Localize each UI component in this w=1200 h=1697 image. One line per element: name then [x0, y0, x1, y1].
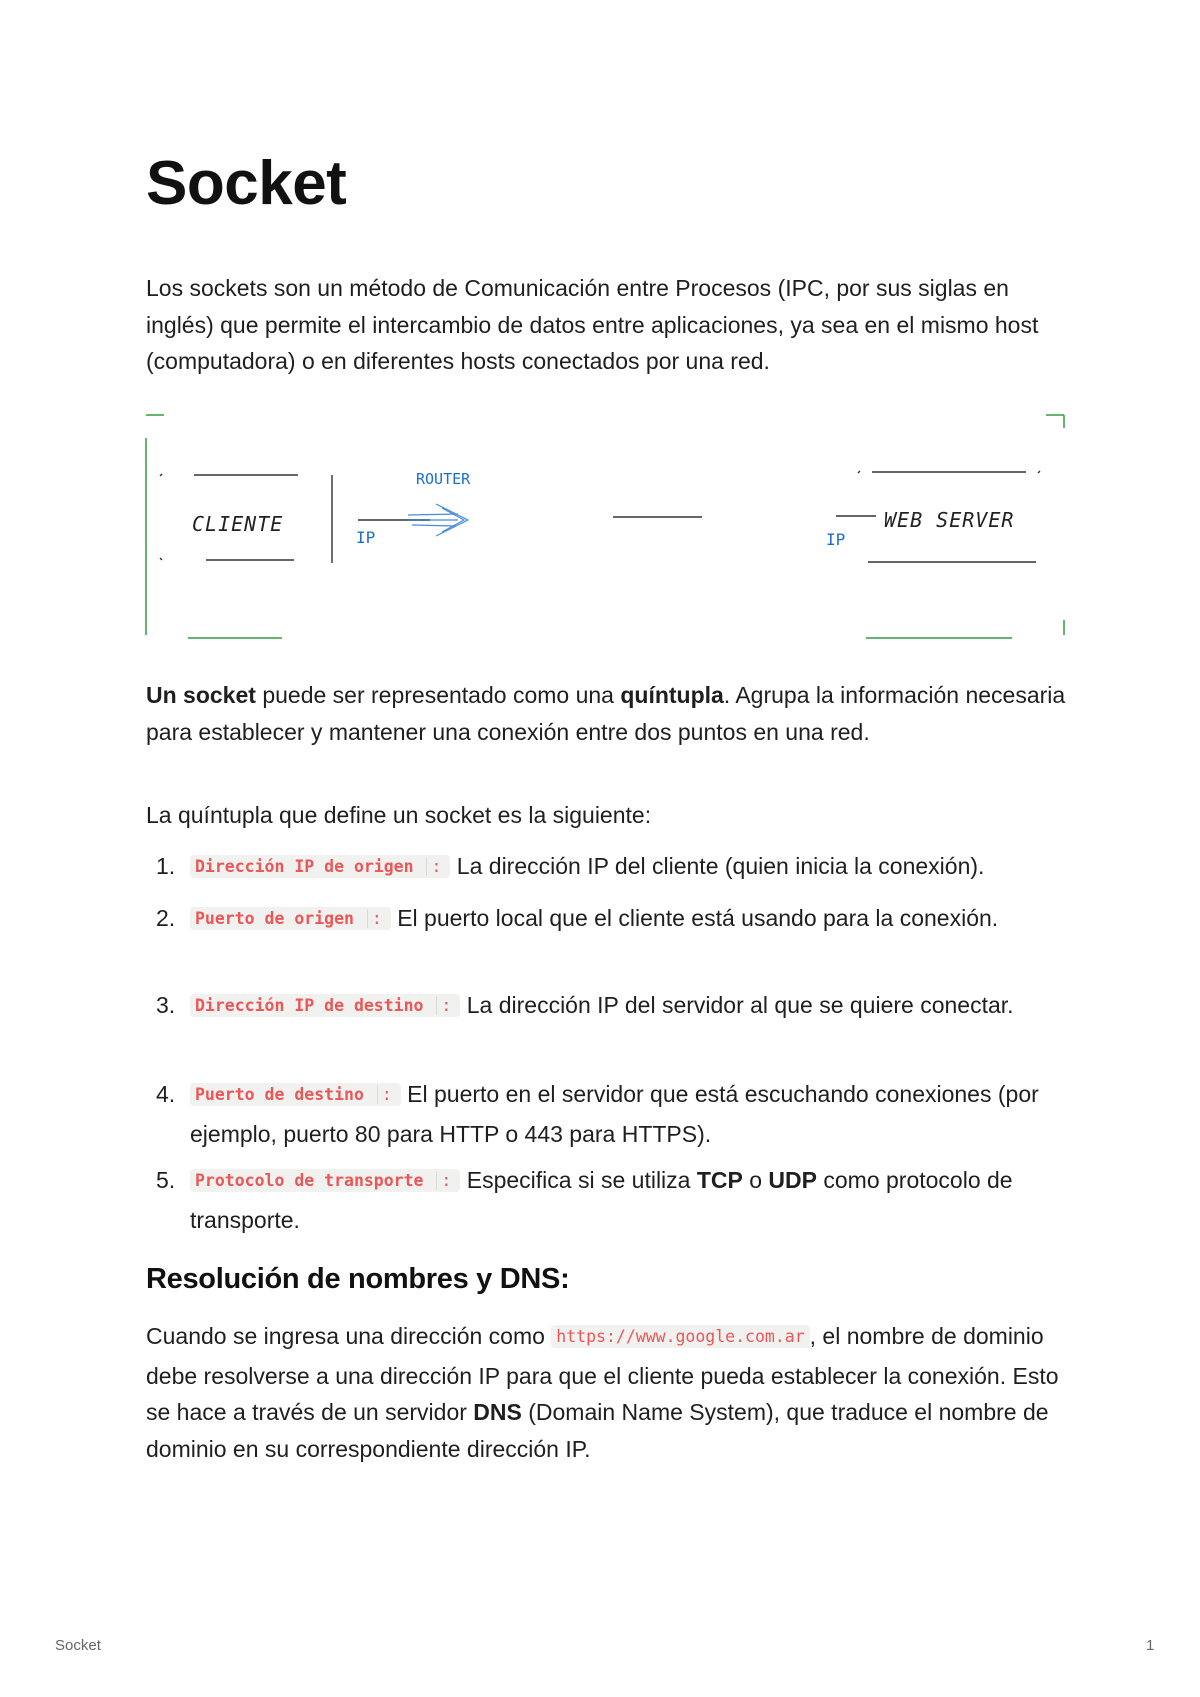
inline-code: [190, 907, 391, 930]
code-text: Dirección IP de destino: [195, 996, 424, 1015]
tcp-bold: TCP: [696, 1167, 743, 1193]
item-description: o: [742, 1167, 769, 1193]
inline-code: [190, 994, 460, 1017]
router-label: ROUTER: [416, 470, 471, 488]
dns-heading: Resolución de nombres y DNS:: [146, 1263, 570, 1295]
item-description: Especifica si se utiliza: [460, 1167, 697, 1193]
list-item-text: [190, 900, 1066, 940]
page-number: 1: [1146, 1637, 1155, 1654]
list-number: 5.: [156, 1167, 176, 1193]
socket-text-2: . Agrupa la información necesaria para establecer y mantener una conexión entre dos puntos en una red.: [146, 682, 1066, 745]
code-sep: :: [436, 1171, 455, 1190]
item-description: El puerto local que el cliente está usando para la conexión.: [390, 905, 999, 931]
footer-title: Socket: [55, 1637, 101, 1654]
ip-left-label: IP: [356, 528, 376, 547]
code-text: Dirección IP de origen: [195, 857, 414, 876]
code-text: Puerto de destino: [195, 1085, 364, 1104]
item-description: La dirección IP del cliente (quien inicia la conexión).: [450, 853, 985, 879]
item-description: como protocolo de transporte.: [190, 1167, 1013, 1233]
dns-text-b: , el nombre de dominio debe resolverse a una dirección IP para que el cliente pueda establecer la conexión. Esto se hace a través de un servidor: [146, 1323, 1059, 1425]
network-diagram: [146, 410, 1066, 640]
server-label: WEB SERVER: [884, 508, 1015, 532]
list-item-text: [190, 848, 1066, 888]
item-description: El puerto en el servidor que está escuchando conexiones (por ejemplo, puerto 80 para HTTP o 443 para HTTPS).: [190, 1081, 1039, 1147]
client-label: CLIENTE: [192, 512, 284, 536]
list-item-text: [190, 987, 1066, 1027]
code-sep: :: [436, 996, 455, 1015]
inline-code: [190, 855, 450, 878]
socket-text-1: puede ser representado como una: [255, 682, 621, 708]
router-arrow: [408, 504, 468, 536]
inline-code: [190, 1169, 460, 1192]
code-text: Puerto de origen: [195, 909, 354, 928]
intro-paragraph: Los sockets son un método de Comunicación entre Procesos (IPC, por sus siglas en inglés) que permite el intercambio de datos entre aplicaciones, ya sea en el mismo host (computadora) o en diferentes hosts conectados por una red.: [146, 275, 1039, 374]
url-code: https://www.google.com.ar: [551, 1325, 809, 1348]
list-number: 3.: [156, 992, 176, 1018]
list-item-text: [190, 1076, 1066, 1152]
code-text: Protocolo de transporte: [195, 1171, 424, 1190]
socket-bold: Un socket: [146, 682, 256, 708]
item-description: La dirección IP del servidor al que se quiere conectar.: [460, 992, 1014, 1018]
ip-right-label: IP: [826, 530, 846, 549]
list-number: 4.: [156, 1081, 176, 1107]
list-number: 1.: [156, 853, 176, 879]
code-sep: :: [377, 1085, 396, 1104]
inline-code: [190, 1083, 401, 1106]
list-item-text: [190, 1162, 1066, 1238]
dns-text-a: Cuando se ingresa una dirección como: [146, 1323, 552, 1349]
dns-text-c: (Domain Name System), que traduce el nombre de dominio en su correspondiente dirección IP.: [146, 1399, 1049, 1462]
socket-definition: [146, 677, 1066, 750]
code-sep: :: [367, 909, 386, 928]
dns-bold: DNS: [473, 1399, 522, 1425]
quintuple-bold: quíntupla: [620, 682, 724, 708]
page-title: Socket: [146, 149, 347, 218]
code-sep: :: [426, 857, 445, 876]
quintuple-intro: La quíntupla que define un socket es la siguiente:: [146, 802, 652, 828]
udp-bold: UDP: [768, 1167, 817, 1193]
dns-paragraph: [146, 1318, 1066, 1467]
list-number: 2.: [156, 905, 176, 931]
